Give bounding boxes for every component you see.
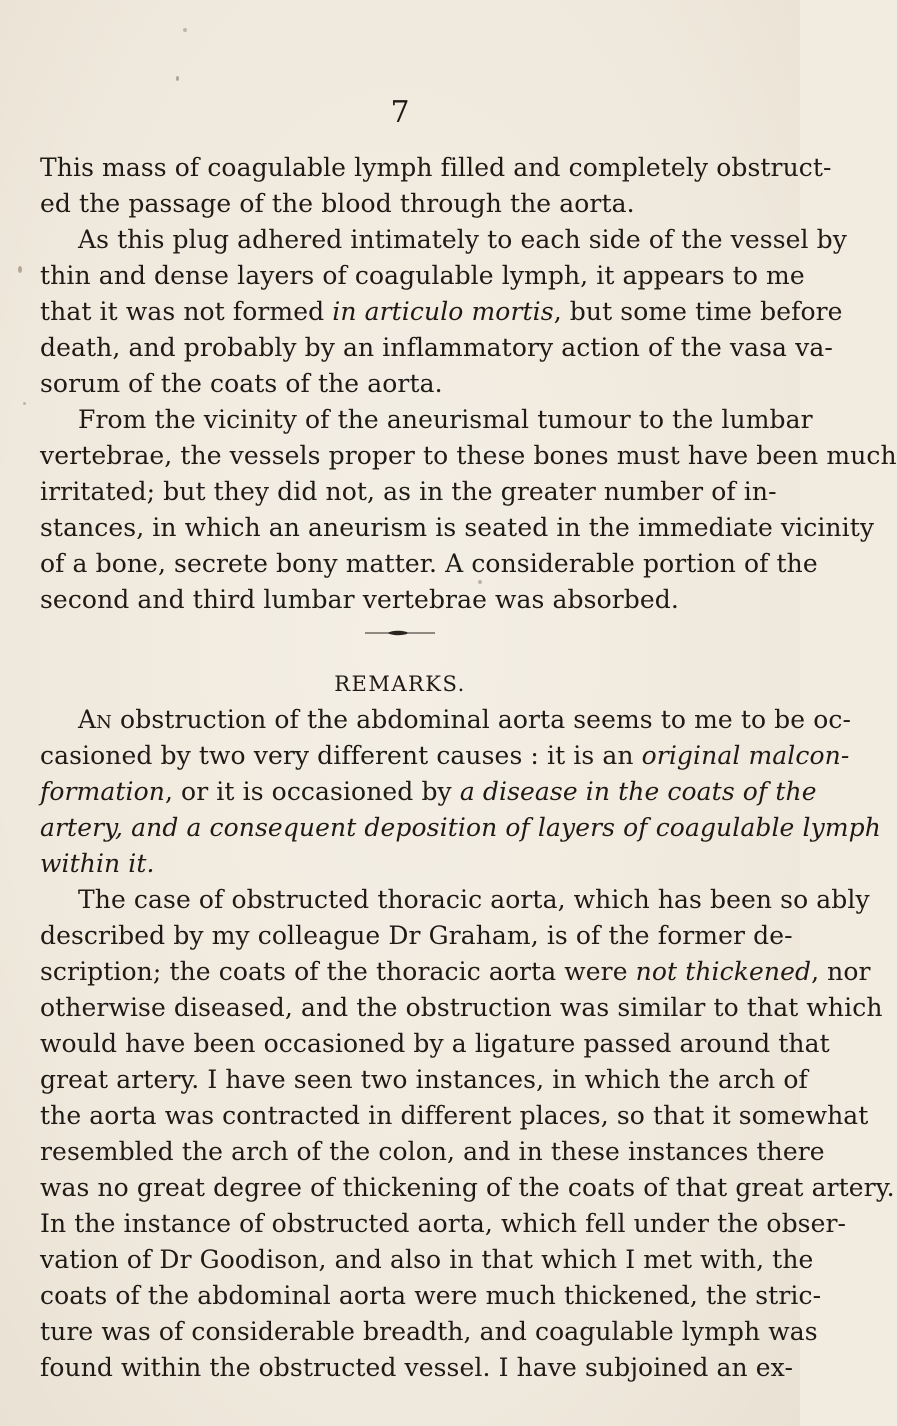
text-line bbox=[40, 366, 740, 402]
line-text: vertebrae, the vessels proper to these bones must have been much bbox=[40, 441, 897, 470]
emphasis-text: artery, and a consequent deposition of layers of coagulable lymph bbox=[40, 813, 881, 842]
line-text: , nor bbox=[811, 957, 871, 986]
text-line bbox=[40, 882, 870, 918]
emphasis-text: a disease in the coats of the bbox=[459, 777, 817, 806]
text-line bbox=[40, 1170, 895, 1206]
text-line bbox=[40, 990, 883, 1026]
paper-speck bbox=[183, 28, 187, 32]
text-line bbox=[40, 402, 813, 438]
line-text: was no great degree of thickening of the coats of that great artery. bbox=[40, 1173, 895, 1202]
section-heading: REMARKS. bbox=[334, 672, 466, 696]
text-line bbox=[40, 738, 850, 774]
line-text: of a bone, secrete bony matter. A considerable portion of the bbox=[40, 549, 818, 578]
text-line bbox=[40, 150, 832, 186]
text-line bbox=[40, 1026, 830, 1062]
paper-speck bbox=[18, 266, 22, 273]
text-line bbox=[40, 258, 805, 294]
paper-speck bbox=[23, 402, 26, 405]
line-text: great artery. I have seen two instances, in which the arch of bbox=[40, 1065, 808, 1094]
remarks-paragraphs bbox=[40, 702, 895, 1386]
text-line bbox=[40, 582, 740, 618]
line-text: otherwise diseased, and the obstruction was similar to that which bbox=[40, 993, 883, 1022]
line-text: In the instance of obstructed aorta, which fell under the obser- bbox=[40, 1209, 847, 1238]
line-text: the aorta was contracted in different places, so that it somewhat bbox=[40, 1101, 869, 1130]
line-text: second and third lumbar vertebrae was absorbed. bbox=[40, 585, 679, 614]
text-line bbox=[40, 954, 871, 990]
line-text: vation of Dr Goodison, and also in that which I met with, the bbox=[40, 1245, 814, 1274]
line-text: , but some time before bbox=[553, 297, 843, 326]
text-line bbox=[40, 222, 848, 258]
text-line bbox=[40, 294, 843, 330]
text-line bbox=[40, 846, 740, 882]
line-text: that it was not formed bbox=[40, 297, 333, 326]
text-line bbox=[40, 510, 875, 546]
text-line bbox=[40, 1242, 814, 1278]
text-line bbox=[40, 1134, 825, 1170]
text-line bbox=[40, 330, 833, 366]
text-line bbox=[40, 1098, 869, 1134]
line-text: This mass of coagulable lymph filled and completely obstruct- bbox=[40, 153, 832, 182]
paper-speck bbox=[176, 76, 179, 81]
emphasis-text: within it. bbox=[40, 849, 155, 878]
line-text: As this plug adhered intimately to each side of the vessel by bbox=[78, 225, 848, 254]
line-text: irritated; but they did not, as in the greater number of in- bbox=[40, 477, 777, 506]
emphasis-text: not thickened bbox=[635, 957, 812, 986]
text-line bbox=[40, 1350, 793, 1386]
text-line bbox=[40, 702, 852, 738]
line-text: described by my colleague Dr Graham, is of the former de- bbox=[40, 921, 793, 950]
line-text: coats of the abdominal aorta were much thickened, the stric- bbox=[40, 1281, 822, 1310]
line-text: obstruction of the abdominal aorta seems to me to be oc- bbox=[112, 705, 852, 734]
line-text: From the vicinity of the aneurismal tumour to the lumbar bbox=[78, 405, 813, 434]
line-text: thin and dense layers of coagulable lymph, it appears to me bbox=[40, 261, 805, 290]
text-line bbox=[40, 1062, 808, 1098]
line-text: ture was of considerable breadth, and coagulable lymph was bbox=[40, 1317, 818, 1346]
line-text: casioned by two very different causes : it is an bbox=[40, 741, 642, 770]
line-text: stances, in which an aneurism is seated in the immediate vicinity bbox=[40, 513, 875, 542]
text-line bbox=[40, 1278, 822, 1314]
ornamental-divider bbox=[365, 630, 435, 636]
line-text: , or it is occasioned by bbox=[164, 777, 460, 806]
line-text: sorum of the coats of the aorta. bbox=[40, 369, 443, 398]
text-line bbox=[40, 774, 817, 810]
line-text: resembled the arch of the colon, and in these instances there bbox=[40, 1137, 825, 1166]
line-text: The case of obstructed thoracic aorta, which has been so ably bbox=[78, 885, 870, 914]
line-text: found within the obstructed vessel. I have subjoined an ex- bbox=[40, 1353, 793, 1382]
text-line bbox=[40, 474, 777, 510]
text-line bbox=[40, 1314, 818, 1350]
page-number: 7 bbox=[390, 95, 410, 130]
body-paragraphs bbox=[40, 150, 897, 618]
line-text: would have been occasioned by a ligature passed around that bbox=[40, 1029, 830, 1058]
text-line bbox=[40, 546, 818, 582]
text-line bbox=[40, 438, 897, 474]
emphasis-text: original malcon- bbox=[641, 741, 850, 770]
line-text: scription; the coats of the thoracic aorta were bbox=[40, 957, 636, 986]
lead-word: An bbox=[78, 705, 113, 734]
line-text: death, and probably by an inflammatory action of the vasa va- bbox=[40, 333, 833, 362]
text-line bbox=[40, 810, 881, 846]
text-line bbox=[40, 186, 740, 222]
emphasis-text: formation bbox=[40, 777, 165, 806]
text-line bbox=[40, 918, 793, 954]
text-line bbox=[40, 1206, 847, 1242]
line-text: ed the passage of the blood through the aorta. bbox=[40, 189, 635, 218]
latin-phrase: in articulo mortis bbox=[332, 297, 554, 326]
